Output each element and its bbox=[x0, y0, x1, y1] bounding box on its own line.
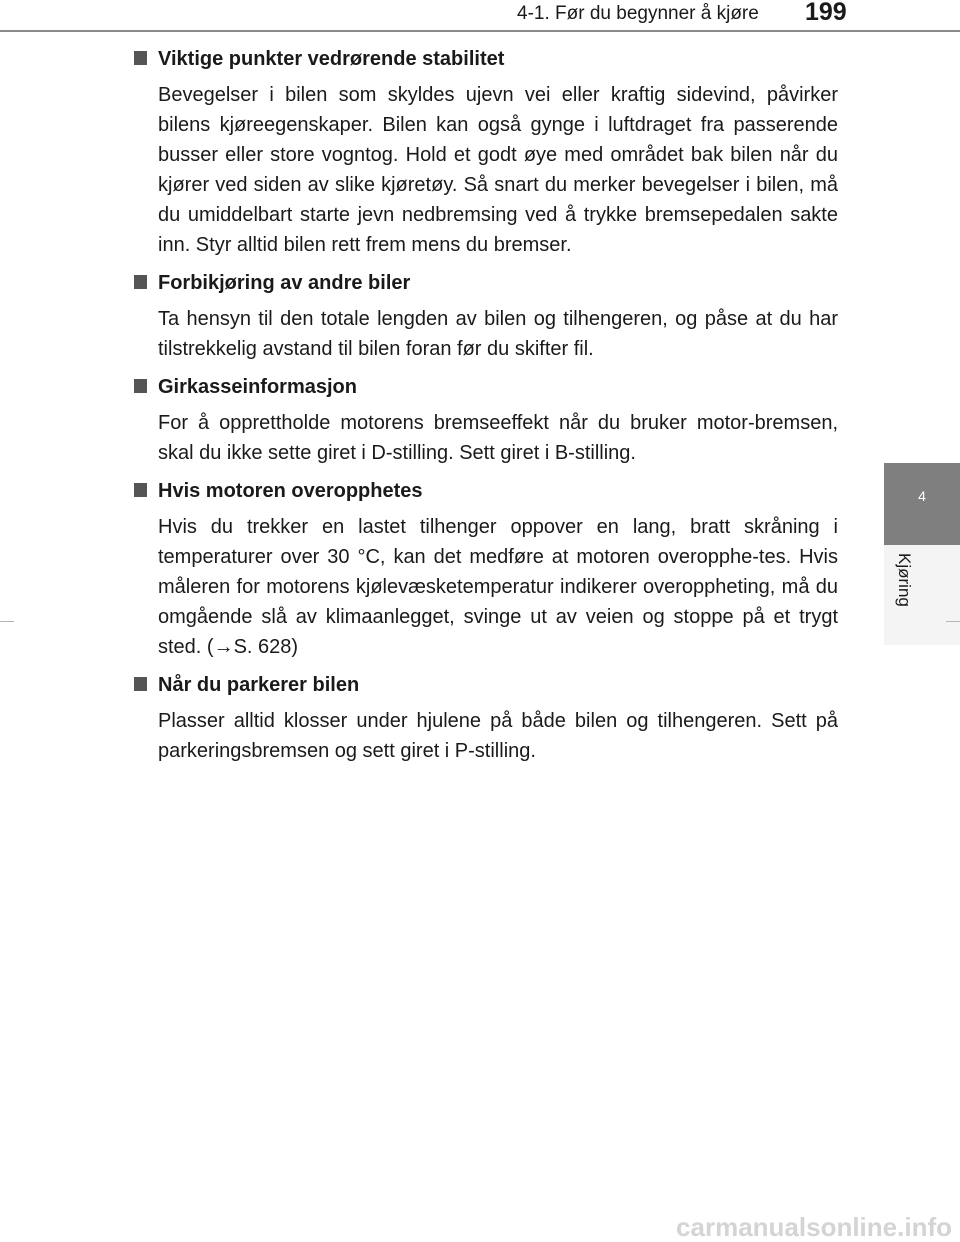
section-parking bbox=[128, 670, 838, 766]
section-stability bbox=[128, 44, 838, 260]
section-heading-text: Når du parkerer bilen bbox=[158, 674, 360, 696]
section-heading-text: Girkasseinformasjon bbox=[158, 376, 357, 398]
crop-mark-left bbox=[0, 621, 14, 622]
crop-mark-right bbox=[946, 621, 960, 622]
section-heading bbox=[128, 44, 838, 74]
page-number: 199 bbox=[805, 0, 847, 26]
square-bullet-icon bbox=[134, 51, 147, 65]
page-content bbox=[128, 44, 838, 774]
chapter-label: Kjøring bbox=[895, 553, 914, 607]
chapter-tab bbox=[884, 463, 960, 545]
section-body: Ta hensyn til den totale lengden av bilen og tilhengeren, og påse at du har tilstrekkelig avstand til bilen foran før du skifter fil. bbox=[158, 308, 838, 360]
section-heading bbox=[128, 268, 838, 298]
square-bullet-icon bbox=[134, 275, 147, 289]
square-bullet-icon bbox=[134, 677, 147, 691]
section-heading-text: Forbikjøring av andre biler bbox=[158, 272, 411, 294]
square-bullet-icon bbox=[134, 483, 147, 497]
section-heading bbox=[128, 670, 838, 700]
watermark: carmanualsonline.info bbox=[676, 1212, 952, 1242]
section-heading bbox=[128, 372, 838, 402]
chapter-number: 4 bbox=[918, 488, 926, 504]
section-body: For å opprettholde motorens bremseeffekt når du bruker motor-bremsen, skal du ikke sette giret i D-stilling. Sett giret i B-stilling. bbox=[158, 412, 838, 464]
section-overheating bbox=[128, 476, 838, 662]
section-heading-text: Hvis motoren overopphetes bbox=[158, 480, 423, 502]
section-body: Plasser alltid klosser under hjulene på både bilen og tilhengeren. Sett på parkeringsbremsen og sett giret i P-stilling. bbox=[158, 710, 838, 762]
section-title: 4-1. Før du begynner å kjøre bbox=[517, 3, 759, 24]
section-body: Bevegelser i bilen som skyldes ujevn vei eller kraftig sidevind, påvirker bilens kjøreegenskaper. Bilen kan også gynge i luftdraget fra passerende busser eller store vogntog. Hold et godt øye med området bak bilen når du kjører ved siden av slike kjøretøy. Så snart du merker bevegelser i bilen, må du umiddelbart starte jevn nedbremsing ved å trykke bremsepedalen sakte inn. Styr alltid bilen rett frem mens du bremser. bbox=[158, 84, 838, 256]
section-gearbox bbox=[128, 372, 838, 468]
header-divider bbox=[0, 30, 960, 32]
section-heading-text: Viktige punkter vedrørende stabilitet bbox=[158, 48, 505, 70]
square-bullet-icon bbox=[134, 379, 147, 393]
running-header bbox=[517, 0, 775, 28]
section-overtaking bbox=[128, 268, 838, 364]
section-body: Hvis du trekker en lastet tilhenger oppover en lang, bratt skråning i temperaturer over 30 °C, kan det medføre at motoren overopphe-tes. Hvis måleren for motorens kjølevæsketemperatur indikerer overoppheting, må du omgående slå av klimaanlegget, svinge ut av veien og stoppe på et trygt sted. (→S. 628) bbox=[158, 516, 838, 658]
section-heading bbox=[128, 476, 838, 506]
